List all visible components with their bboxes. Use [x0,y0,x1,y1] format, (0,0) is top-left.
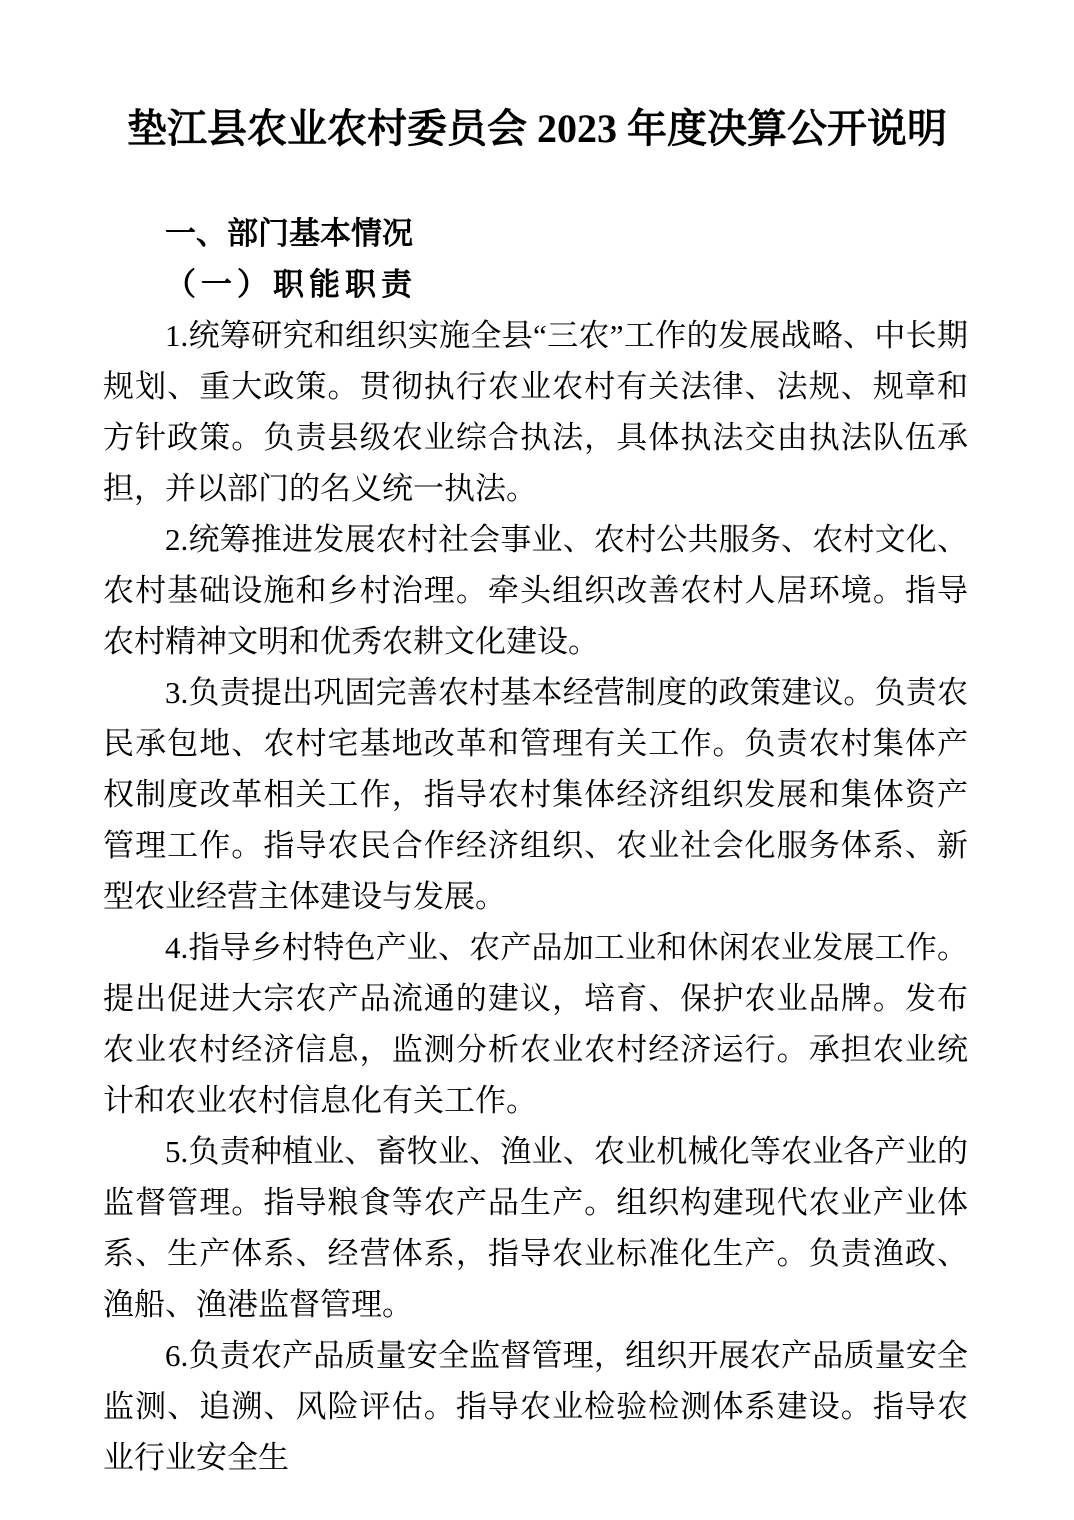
paragraph-duty-6: 6.负责农产品质量安全监督管理，组织开展农产品质量安全监测、追溯、风险评估。指导农业检验检测体系建设。指导农业行业安全生 [103,1338,968,1475]
paragraph-duty-1: 1.统筹研究和组织实施全县“三农”工作的发展战略、中长期规划、重大政策。贯彻执行农业农村有关法律、法规、规章和方针政策。负责县级农业综合执法，具体执法交由执法队伍承担，并以部门的名义统一执法。 [103,318,968,506]
document-body [103,208,968,1483]
section-heading: 一、部门基本情况 [165,216,413,251]
paragraph-duty-2: 2.统筹推进发展农村社会事业、农村公共服务、农村文化、农村基础设施和乡村治理。牵头组织改善农村人居环境。指导农村精神文明和优秀农耕文化建设。 [103,522,968,659]
paragraph-duty-5: 5.负责种植业、畜牧业、渔业、农业机械化等农业各产业的监督管理。指导粮食等农产品生产。组织构建现代农业产业体系、生产体系、经营体系，指导农业标准化生产。负责渔政、渔船、渔港监督管理。 [103,1134,968,1322]
paragraph-duty-4: 4.指导乡村特色产业、农产品加工业和休闲农业发展工作。提出促进大宗农产品流通的建议，培育、保护农业品牌。发布农业农村经济信息，监测分析农业农村经济运行。承担农业统计和农业农村信息化有关工作。 [103,930,968,1118]
paragraph-duty-3: 3.负责提出巩固完善农村基本经营制度的政策建议。负责农民承包地、农村宅基地改革和管理有关工作。负责农村集体产权制度改革相关工作，指导农村集体经济组织发展和集体资产管理工作。指导农民合作经济组织、农业社会化服务体系、新型农业经营主体建设与发展。 [103,675,968,914]
subsection-heading: （一）职能职责 [165,267,417,302]
document-title: 垫江县农业农村委员会 2023 年度决算公开说明 [127,106,947,151]
